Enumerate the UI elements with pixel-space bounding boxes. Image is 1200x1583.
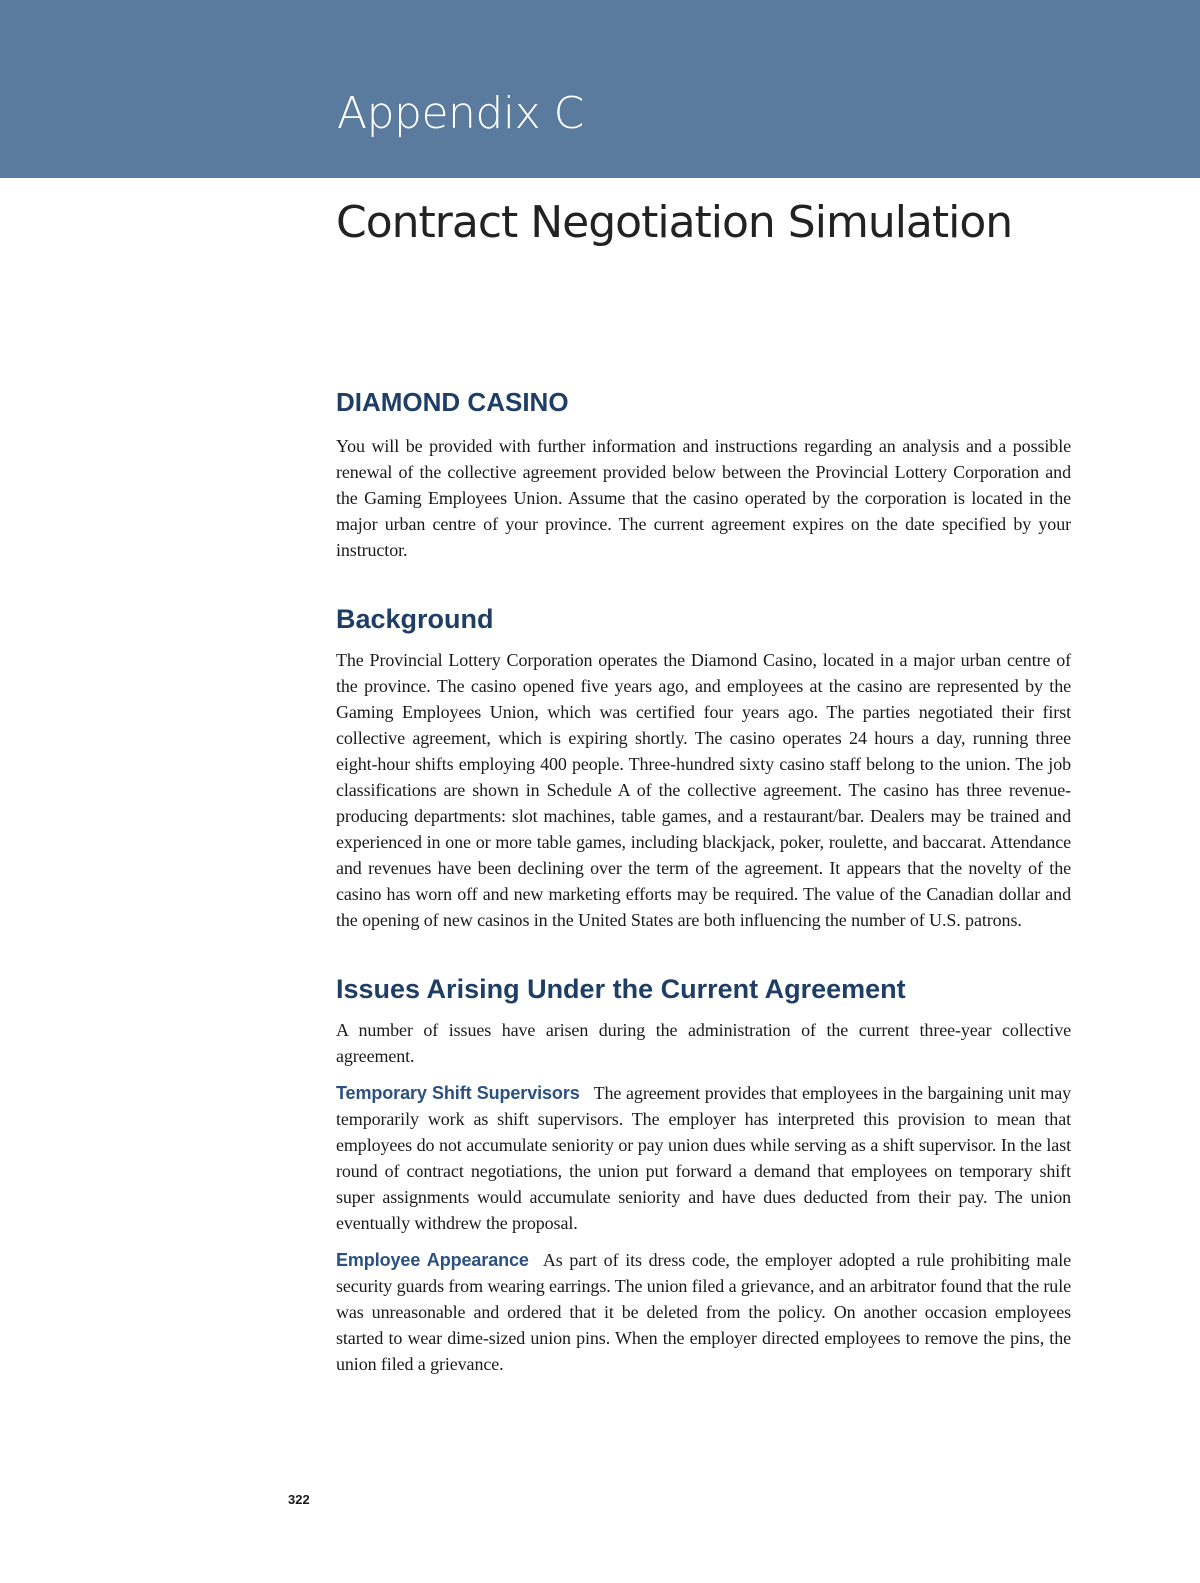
main-content [336, 383, 1071, 1377]
page-number: 322 [288, 1492, 310, 1507]
header-banner [0, 0, 1200, 178]
issue-label-temporary-shift-supervisors: Temporary Shift Supervisors [336, 1083, 580, 1103]
section-heading-issues: Issues Arising Under the Current Agreement [336, 974, 906, 1004]
paragraph-background: The Provincial Lottery Corporation operates the Diamond Casino, located in a major urban centre of the province. The casino opened five years ago, and employees at the casino are represented by the Gaming Employees Union, which was certified four years ago. The parties negotiated their first collective agreement, which is expiring shortly. The casino operates 24 hours a day, running three eight-hour shifts employing 400 people. Three-hundred sixty casino staff belong to the union. The job classifications are shown in Schedule A of the collective agreement. The casino has three revenue-producing departments: slot machines, table games, and a restaurant/bar. Dealers may be trained and experienced in one or more table games, including blackjack, poker, roulette, and baccarat. Attendance and revenues have been declining over the term of the agreement. It appears that the novelty of the casino has worn off and new marketing efforts may be required. The value of the Canadian dollar and the opening of new casinos in the United States are both influencing the number of U.S. patrons. [336, 650, 1071, 930]
issue-item-employee-appearance [336, 1247, 1071, 1377]
issue-item-temporary-shift-supervisors [336, 1080, 1071, 1236]
paragraph-issues-intro: A number of issues have arisen during the administration of the current three-year collective agreement. [336, 1020, 1071, 1066]
issue-text-employee-appearance: As part of its dress code, the employer adopted a rule prohibiting male security guards from wearing earrings. The union filed a grievance, and an arbitrator found that the rule was unreasonable and ordered that it be deleted from the policy. On another occasion employees started to wear dime-sized union pins. When the employer directed employees to remove the pins, the union filed a grievance. [336, 1250, 1071, 1374]
chapter-title: Contract Negotiation Simulation [336, 197, 1013, 248]
issue-label-employee-appearance: Employee Appearance [336, 1250, 529, 1270]
appendix-label: Appendix C [337, 88, 584, 139]
section-heading-diamond-casino: DIAMOND CASINO [336, 387, 569, 417]
paragraph-casino-intro: You will be provided with further information and instructions regarding an analysis and a possible renewal of the collective agreement provided below between the Provincial Lottery Corporation and the Gaming Employees Union. Assume that the casino operated by the corporation is located in the major urban centre of your province. The current agreement expires on the date specified by your instructor. [336, 436, 1071, 560]
issue-text-temporary-shift-supervisors: The agreement provides that employees in the bargaining unit may temporarily work as shift supervisors. The employer has interpreted this provision to mean that employees do not accumulate seniority or pay union dues while serving as a shift supervisor. In the last round of contract negotiations, the union put forward a demand that employees on temporary shift super assignments would accumulate seniority and have dues deducted from their pay. The union eventually withdrew the proposal. [336, 1083, 1071, 1233]
section-heading-background: Background [336, 604, 494, 634]
